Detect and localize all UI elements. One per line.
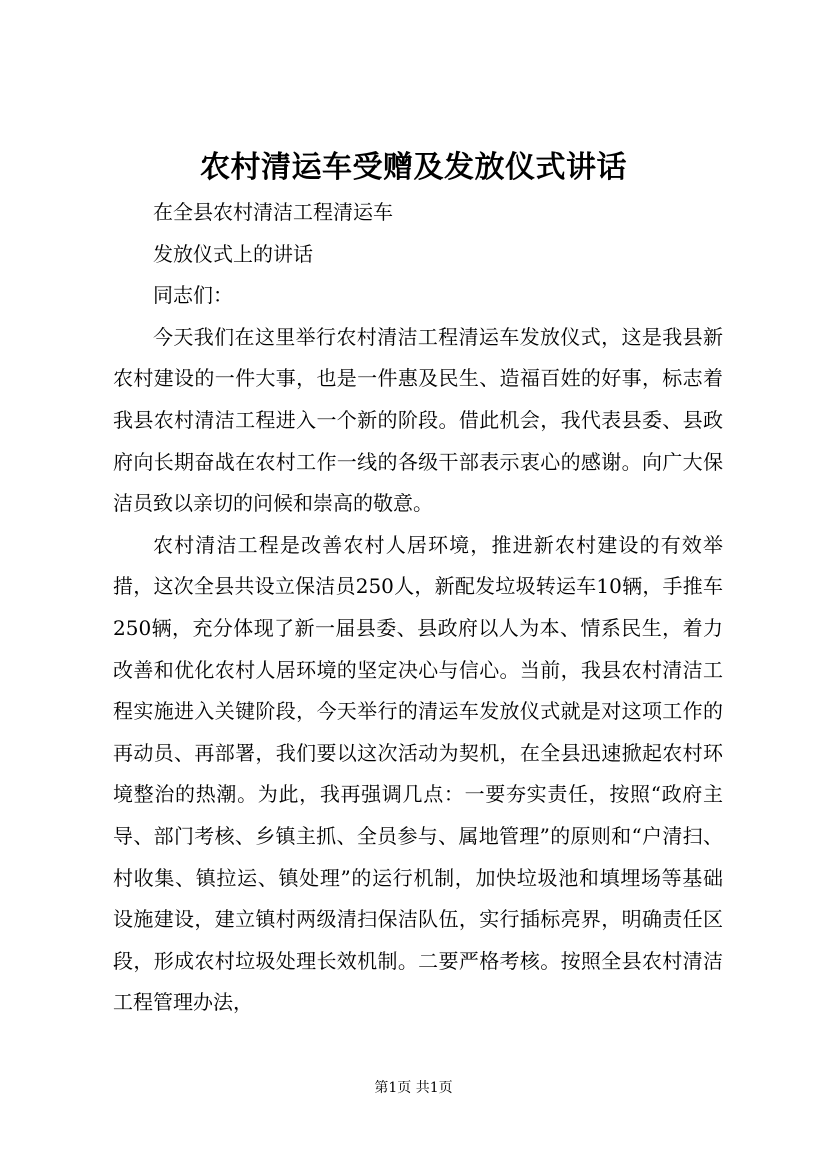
subtitle-line-1: 在全县农村清洁工程清运车 [153,200,393,224]
salutation: 同志们： [153,283,233,308]
document-body [113,192,723,1024]
subtitle-line-2: 发放仪式上的讲话 [153,241,313,266]
body-paragraph-1: 今天我们在这里举行农村清洁工程清运车发放仪式，这是我县新农村建设的一件大事，也是一件惠及民生、造福百姓的好事，标志着我县农村清洁工程进入一个新的阶段。借此机会，我代表县委、县政府向长期奋战在农村工作一线的各级干部表示衷心的感谢。向广大保洁员致以亲切的问候和崇高的敬意。 [113,324,723,516]
document-title: 农村清运车受赠及发放仪式讲话 [200,150,627,185]
page-number-footer: 第1页 共1页 [374,1080,453,1096]
body-paragraph-2: 农村清洁工程是改善农村人居环境，推进新农村建设的有效举措，这次全县共设立保洁员250人，新配发垃圾转运车10辆，手推车250辆，充分体现了新一届县委、县政府以人为本、情系民生，着力改善和优化农村人居环境的坚定决心与信心。当前，我县农村清洁工程实施进入关键阶段，今天举行的清运车发放仪式就是对这项工作的再动员、再部署，我们要以这次活动为契机，在全县迅速掀起农村环境整治的热潮。为此，我再强调几点：一要夯实责任，按照“政府主导、部门考核、乡镇主抓、全员参与、属地管理”的原则和“户清扫、村收集、镇拉运、镇处理”的运行机制，加快垃圾池和填埋场等基础设施建设，建立镇村两级清扫保洁队伍，实行插标亮界，明确责任区段，形成农村垃圾处理长效机制。二要严格考核。按照全县农村清洁工程管理办法， [113,532,723,1015]
